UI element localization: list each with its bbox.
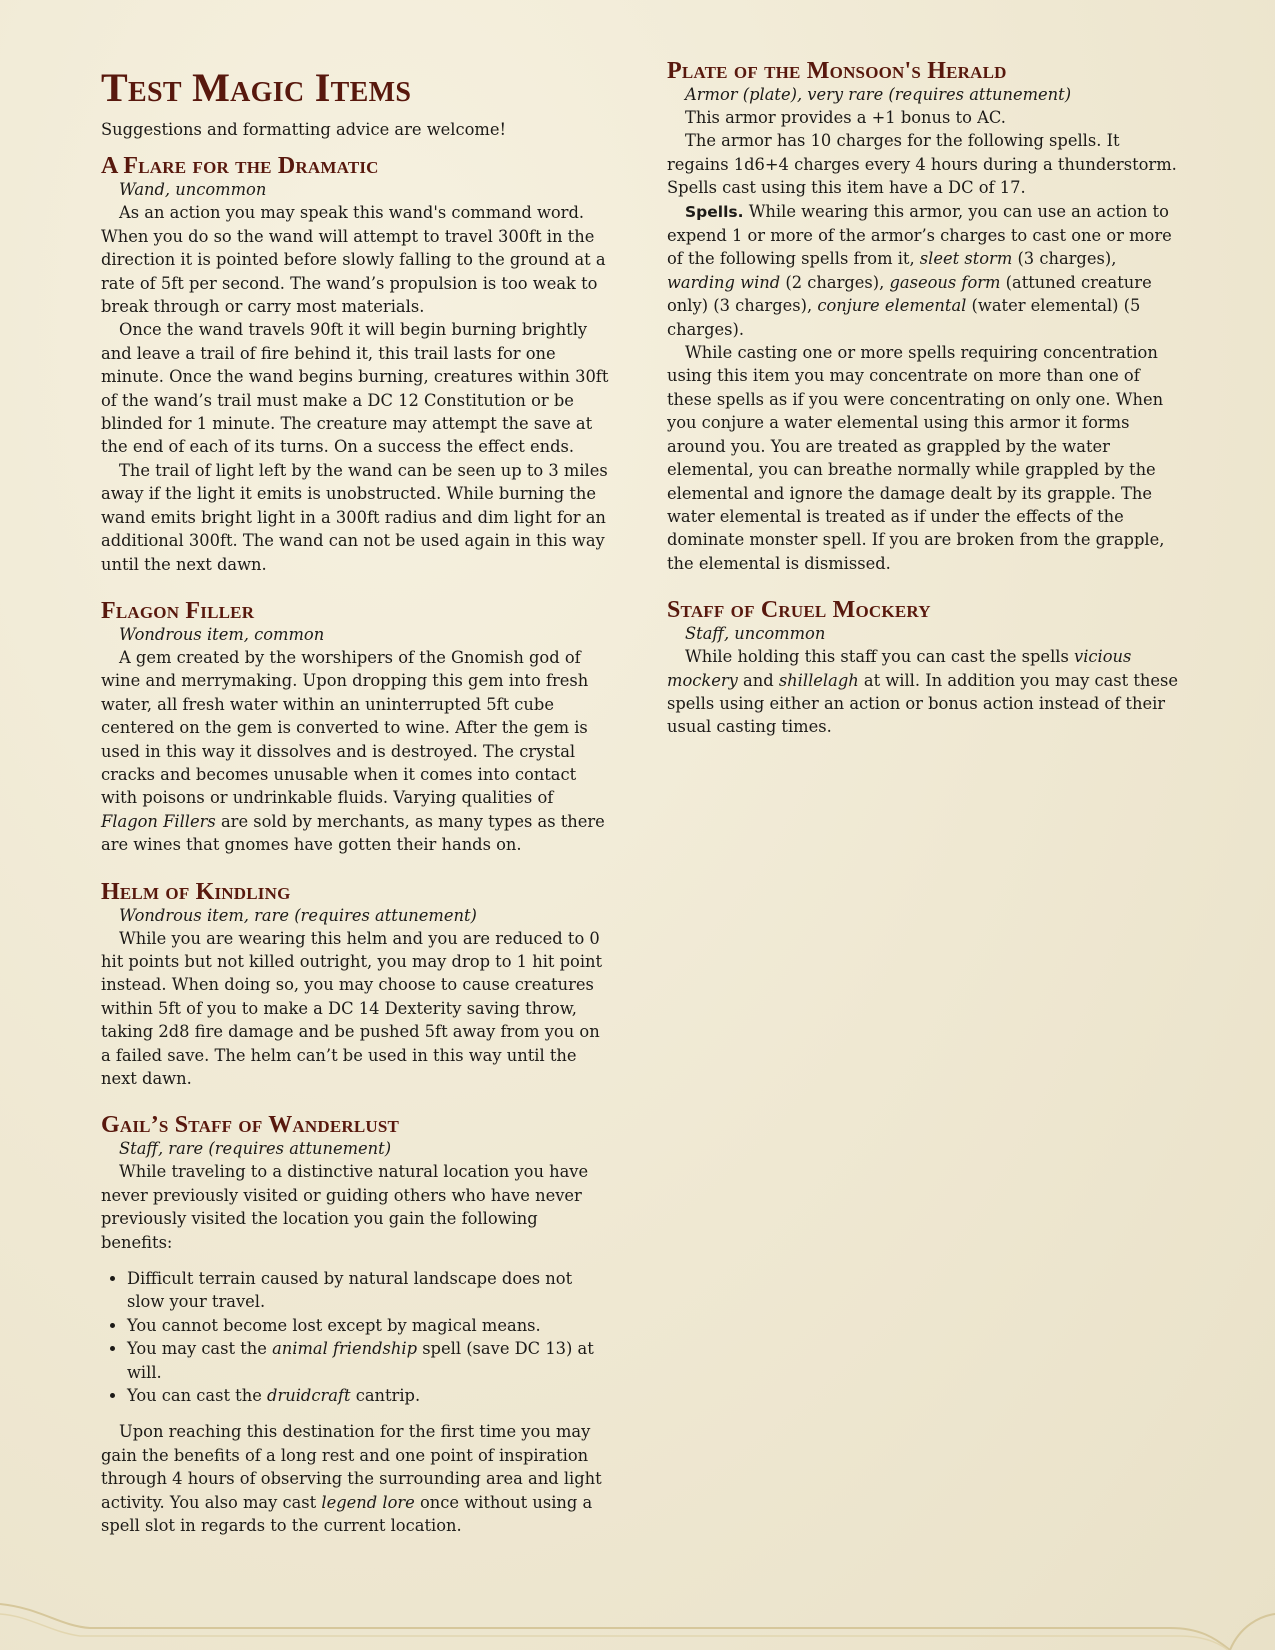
left-column (101, 58, 613, 1560)
text-run: While holding this staff you can cast the spells (685, 647, 1075, 667)
list-item: • Difficult terrain caused by natural landscape does not slow your travel. (127, 1267, 613, 1314)
emphasis: Flagon Fillers (101, 811, 216, 831)
item-plate-of-the-monsoons-herald (667, 58, 1179, 575)
emphasis: sleet storm (919, 249, 1013, 269)
right-column (667, 58, 1179, 761)
item-paragraph (667, 645, 1179, 739)
text-run: are sold by merchants, as many types as there are wines that gnomes have gotten their hands on. (101, 811, 605, 855)
item-name: Flagon Filler (101, 597, 255, 624)
emphasis: gaseous form (889, 272, 1001, 292)
paragraph-lead: Spells. (685, 202, 744, 221)
item-paragraph: The trail of light left by the wand can be seen up to 3 miles away if the light it emits is unobstructed. While burning the wand emits bright light in a 300ft radius and dim light for an additional 300ft. The wand can not be used again in this way until the next dawn. (101, 460, 608, 574)
item-subtitle: Staff, uncommon (685, 624, 826, 644)
item-paragraph (101, 1420, 613, 1537)
item-paragraph: Once the wand travels 90ft it will begin burning brightly and leave a trail of fire behind it, this trail lasts for one minute. Once the wand begins burning, creatures within 30ft of the wand’s trail must make a DC 12 Constitution or be blinded for 1 minute. The creature may attempt the save at the end of each of its turns. On a success the effect ends. (101, 320, 609, 457)
intro-text: Suggestions and formatting advice are welcome! (101, 120, 507, 139)
list-item (127, 1337, 613, 1384)
item-name: A Flare for the Dramatic (101, 153, 379, 180)
document-title: Test Magic Items (101, 65, 412, 110)
emphasis: shillelagh (778, 670, 859, 690)
item-paragraph: This armor provides a +1 bonus to AC. (685, 108, 1006, 127)
emphasis: animal friendship (272, 1339, 418, 1359)
item-subtitle: Wand, uncommon (119, 180, 267, 200)
item-paragraph: While you are wearing this helm and you are reduced to 0 hit points but not killed outright, you may drop to 1 hit point instead. When doing so, you may choose to cause creatures within 5ft of you to make a DC 14 Dexterity saving throw, taking 2d8 fire damage and be pushed 5ft away from you on a failed save. The helm can’t be used in this way until the next dawn. (101, 928, 603, 1088)
item-name: Staff of Cruel Mockery (667, 597, 931, 624)
list-item: • You cannot become lost except by magical means. (127, 1314, 613, 1337)
text-run: (2 charges), (780, 272, 890, 292)
item-subtitle: Armor (plate), very rare (requires attunement) (685, 85, 1072, 104)
item-subtitle: Wondrous item, common (119, 624, 325, 644)
emphasis: conjure elemental (817, 296, 967, 316)
text-run: once without using a spell slot in regards to the current location. (101, 1492, 593, 1536)
item-paragraph: While casting one or more spells requiring concentration using this item you may concentrate on more than one of these spells as if you were concentrating on only one. When you conjure a water elemental using this armor it forms around you. You are treated as grappled by the water elemental, you can breathe normally while grappled by the elemental and ignore the damage dealt by its grapple. The water elemental is treated as if under the effects of the dominate monster spell. If you are broken from the grapple, the elemental is dismissed. (667, 343, 1165, 573)
item-flagon-filler (101, 598, 613, 857)
benefits-list (101, 1267, 613, 1407)
text-run: spell (save DC 13) at will. (127, 1339, 594, 1382)
item-subtitle: Staff, rare (requires attunement) (119, 1139, 392, 1159)
emphasis: legend lore (321, 1492, 415, 1512)
text-run: You can cast the (127, 1386, 268, 1406)
text-run: cantrip. (350, 1386, 421, 1406)
text-run: Upon reaching this destination for the first time you may gain the benefits of a long rest and one point of inspiration through 4 hours of observing the surrounding area and light activity. You also may cast (101, 1422, 602, 1512)
text-run: at will. In addition you may cast these spells using either an action or bonus action instead of their usual casting times. (667, 670, 1179, 737)
text-run: and (737, 670, 779, 690)
item-subtitle: Wondrous item, rare (requires attunement) (119, 905, 477, 925)
item-paragraph (101, 646, 613, 857)
item-name: Plate of the Monsoon's Herald (667, 58, 1007, 84)
item-helm-of-kindling (101, 879, 613, 1091)
text-run: You may cast the (127, 1339, 273, 1359)
item-paragraph: While traveling to a distinctive natural location you have never previously visited or guiding others who have never previously visited the location you gain the following benefits: (101, 1162, 589, 1252)
text-run: While wearing this armor, you can use an action to expend 1 or more of the armor’s charges to cast one or more of the following spells from it, (667, 201, 1172, 269)
footer-ornament-icon (0, 1586, 1275, 1650)
text-run: A gem created by the worshipers of the Gnomish god of wine and merrymaking. Upon dropping this gem into fresh water, all fresh water within an uninterrupted 5ft cube centered on the gem is converted to wine. After the gem is used in this way it dissolves and is destroyed. The crystal cracks and becomes unusable when it comes into contact with poisons or undrinkable fluids. Varying qualities of (101, 647, 589, 808)
emphasis: druidcraft (267, 1386, 351, 1406)
text-run: (attuned creature only) (3 charges), (667, 272, 1152, 316)
item-name: Helm of Kindling (101, 878, 291, 905)
emphasis: vicious mockery (667, 647, 1132, 690)
item-paragraph: As an action you may speak this wand's command word. When you do so the wand will attempt to travel 300ft in the direction it is pointed before slowly falling to the ground at a rate of 5ft per second. The wand’s propulsion is too weak to break through or carry most materials. (101, 203, 606, 317)
item-gails-staff-of-wanderlust (101, 1112, 613, 1537)
text-run: (water elemental) (5 charges). (667, 296, 1141, 339)
text-run: (3 charges), (1012, 249, 1117, 269)
list-item (127, 1384, 613, 1407)
item-paragraph: The armor has 10 charges for the following spells. It regains 1d6+4 charges every 4 hours during a thunderstorm. Spells cast using this item have a DC of 17. (667, 131, 1177, 198)
item-flare-for-the-dramatic (101, 153, 613, 576)
item-paragraph (667, 200, 1179, 341)
item-staff-of-cruel-mockery (667, 597, 1179, 739)
emphasis: warding wind (667, 272, 781, 292)
item-name: Gail’s Staff of Wanderlust (101, 1112, 400, 1139)
